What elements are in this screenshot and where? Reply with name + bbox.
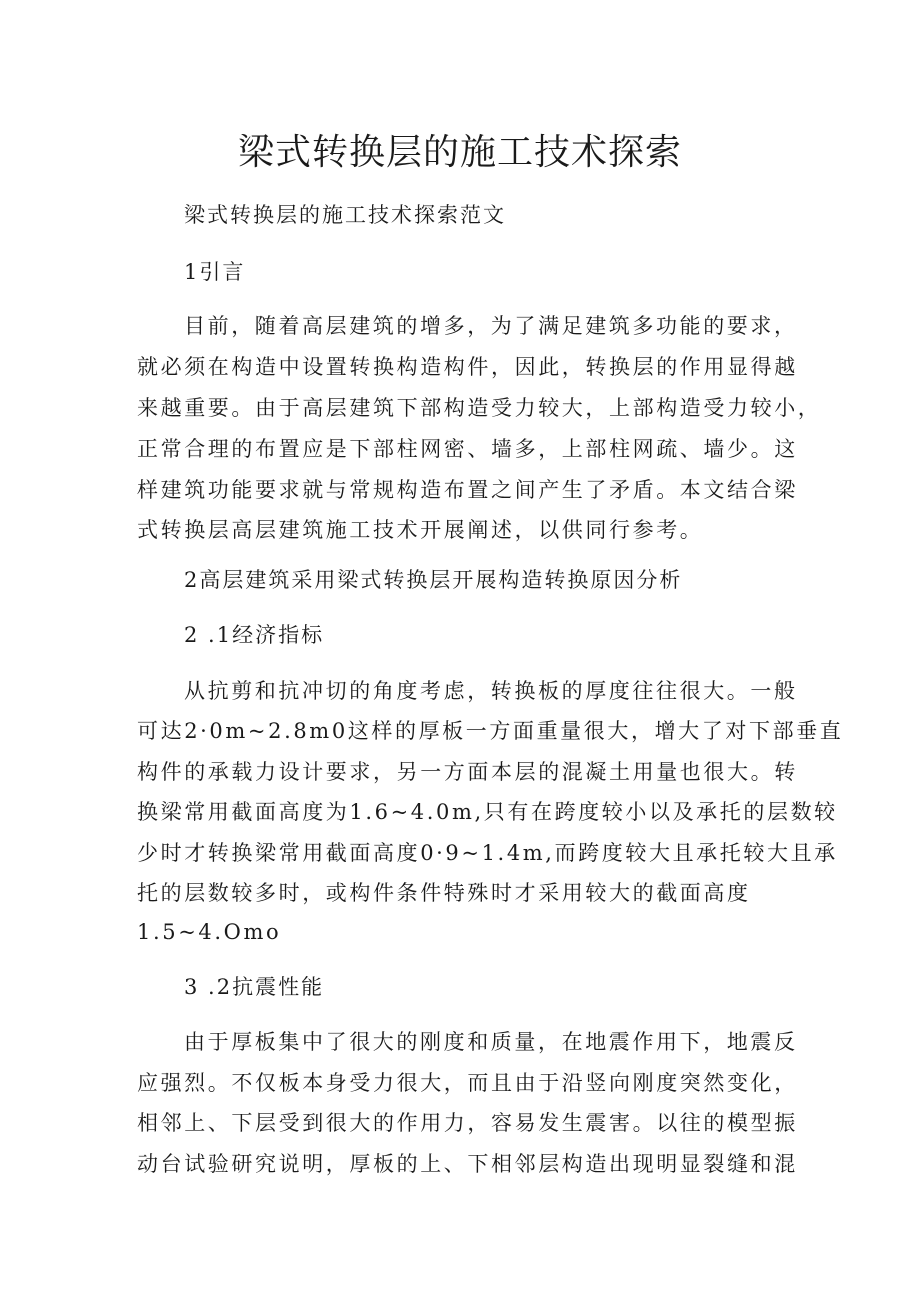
section-2-1-heading: 2 .1经济指标 xyxy=(184,623,325,647)
paragraph-line: 正常合理的布置应是下部柱网密、墙多，上部柱网疏、墙少。这 xyxy=(137,437,798,461)
paragraph-line: 相邻上、下层受到很大的作用力，容易发生震害。以往的模型振 xyxy=(137,1111,798,1135)
document-subtitle: 梁式转换层的施工技术探索范文 xyxy=(184,203,506,227)
section-1-heading: 1引言 xyxy=(184,260,246,284)
paragraph-line: 目前，随着高层建筑的增多，为了满足建筑多功能的要求， xyxy=(184,314,798,338)
section-3-2-heading: 3 .2抗震性能 xyxy=(184,975,325,999)
paragraph-line: 应强烈。不仅板本身受力很大，而且由于沿竖向刚度突然变化， xyxy=(137,1071,798,1095)
section-2-heading: 2高层建筑采用梁式转换层开展构造转换原因分析 xyxy=(184,568,683,592)
paragraph-line: 就必须在构造中设置转换构造构件，因此，转换层的作用显得越 xyxy=(137,355,798,379)
paragraph-line: 样建筑功能要求就与常规构造布置之间产生了矛盾。本文结合梁 xyxy=(137,478,798,502)
paragraph-line: 由于厚板集中了很大的刚度和质量，在地震作用下，地震反 xyxy=(184,1030,798,1054)
document-title: 梁式转换层的施工技术探索 xyxy=(237,132,682,173)
paragraph-line: 式转换层高层建筑施工技术开展阐述，以供同行参考。 xyxy=(137,518,704,542)
paragraph-line: 1.5~4.Omo xyxy=(137,920,282,944)
paragraph-line: 动台试验研究说明，厚板的上、下相邻层构造出现明显裂缝和混 xyxy=(137,1152,798,1176)
paragraph-line: 构件的承载力设计要求，另一方面本层的混凝土用量也很大。转 xyxy=(137,760,798,784)
paragraph-line: 来越重要。由于高层建筑下部构造受力较大，上部构造受力较小， xyxy=(137,396,822,420)
paragraph-line: 换梁常用截面高度为1.6~4.0m,只有在跨度较小以及承托的层数较 xyxy=(137,800,838,824)
paragraph-line: 从抗剪和抗冲切的角度考虑，转换板的厚度往往很大。一般 xyxy=(184,679,798,703)
paragraph-line: 可达2·0m~2.8m0这样的厚板一方面重量很大，增大了对下部垂直 xyxy=(137,719,844,743)
paragraph-line: 少时才转换梁常用截面高度0·9~1.4m,而跨度较大且承托较大且承 xyxy=(137,841,838,865)
paragraph-line: 托的层数较多时，或构件条件特殊时才采用较大的截面高度 xyxy=(137,881,751,905)
